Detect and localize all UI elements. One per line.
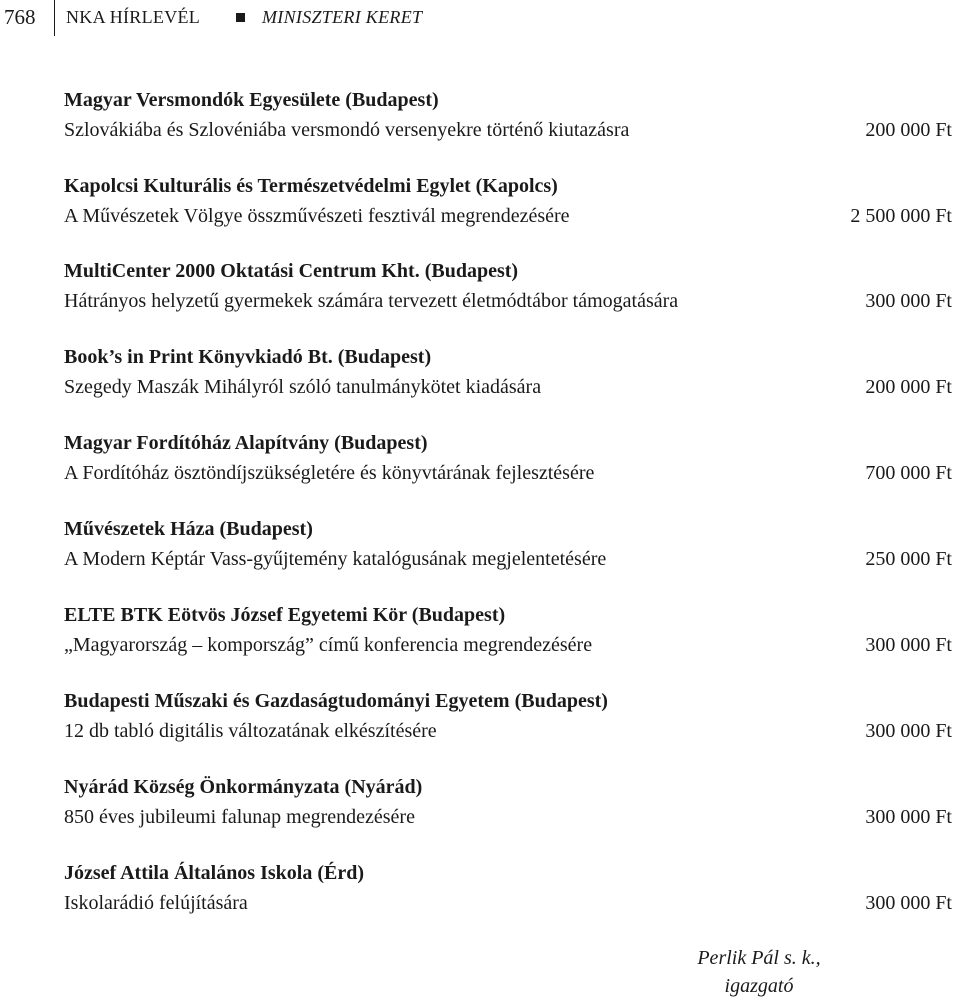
grant-amount: 300 000 Ft (865, 290, 952, 312)
grant-entry (64, 861, 952, 921)
grant-entry (64, 689, 952, 749)
header-divider (54, 0, 55, 36)
grant-purpose: A Modern Képtár Vass-gyűjtemény katalógusának megjelentetésére (64, 548, 607, 570)
square-bullet-icon (236, 13, 245, 22)
grant-purpose: A Művészetek Völgye összművészeti fesztivál megrendezésére (64, 205, 570, 227)
page-header (0, 0, 960, 36)
grant-amount: 250 000 Ft (865, 548, 952, 570)
organization-name: József Attila Általános Iskola (Érd) (64, 862, 364, 884)
page-number: 768 (4, 5, 36, 29)
grant-amount: 2 500 000 Ft (850, 205, 952, 227)
grant-amount: 300 000 Ft (865, 806, 952, 828)
organization-name: ELTE BTK Eötvös József Egyetemi Kör (Budapest) (64, 604, 506, 626)
publication-title: NKA HÍRLEVÉL (66, 7, 201, 27)
section-title: MINISZTERI KERET (262, 7, 423, 27)
organization-name: Magyar Versmondók Egyesülete (Budapest) (64, 89, 439, 111)
organization-name: Book’s in Print Könyvkiadó Bt. (Budapest) (64, 346, 432, 368)
grant-entry (64, 259, 952, 319)
grant-amount: 300 000 Ft (865, 892, 952, 914)
grant-entry (64, 775, 952, 835)
grant-entry (64, 517, 952, 577)
organization-name: Művészetek Háza (Budapest) (64, 518, 313, 540)
signatory-title: igazgató (724, 975, 794, 997)
grant-purpose: „Magyarország – kompország” című konferencia megrendezésére (64, 634, 593, 656)
grant-entry (64, 345, 952, 405)
grant-purpose: Szegedy Maszák Mihályról szóló tanulmánykötet kiadására (64, 376, 542, 398)
grant-amount: 300 000 Ft (865, 634, 952, 656)
grant-purpose: 12 db tabló digitális változatának elkészítésére (64, 720, 437, 742)
grant-purpose: Szlovákiába és Szlovéniába versmondó versenyekre történő kiutazásra (64, 119, 630, 141)
organization-name: Budapesti Műszaki és Gazdaságtudományi Egyetem (Budapest) (64, 690, 608, 712)
signature-block (684, 944, 834, 1000)
grant-purpose: 850 éves jubileumi falunap megrendezésére (64, 806, 415, 828)
grant-purpose: A Fordítóház ösztöndíjszükségletére és könyvtárának fejlesztésére (64, 462, 595, 484)
grant-entry (64, 603, 952, 663)
grant-purpose: Iskolarádió felújítására (64, 892, 248, 914)
organization-name: Kapolcsi Kulturális és Természetvédelmi Egylet (Kapolcs) (64, 175, 558, 197)
grant-entry (64, 88, 952, 148)
organization-name: Nyárád Község Önkormányzata (Nyárád) (64, 776, 423, 798)
grant-amount: 300 000 Ft (865, 720, 952, 742)
grant-amount: 200 000 Ft (865, 376, 952, 398)
grant-entry (64, 174, 952, 234)
grant-amount: 200 000 Ft (865, 119, 952, 141)
signatory-name: Perlik Pál s. k., (697, 947, 821, 969)
organization-name: Magyar Fordítóház Alapítvány (Budapest) (64, 432, 428, 454)
grant-entry (64, 431, 952, 491)
grant-purpose: Hátrányos helyzetű gyermekek számára tervezett életmódtábor támogatására (64, 290, 679, 312)
grant-amount: 700 000 Ft (865, 462, 952, 484)
organization-name: MultiCenter 2000 Oktatási Centrum Kht. (Budapest) (64, 260, 519, 282)
